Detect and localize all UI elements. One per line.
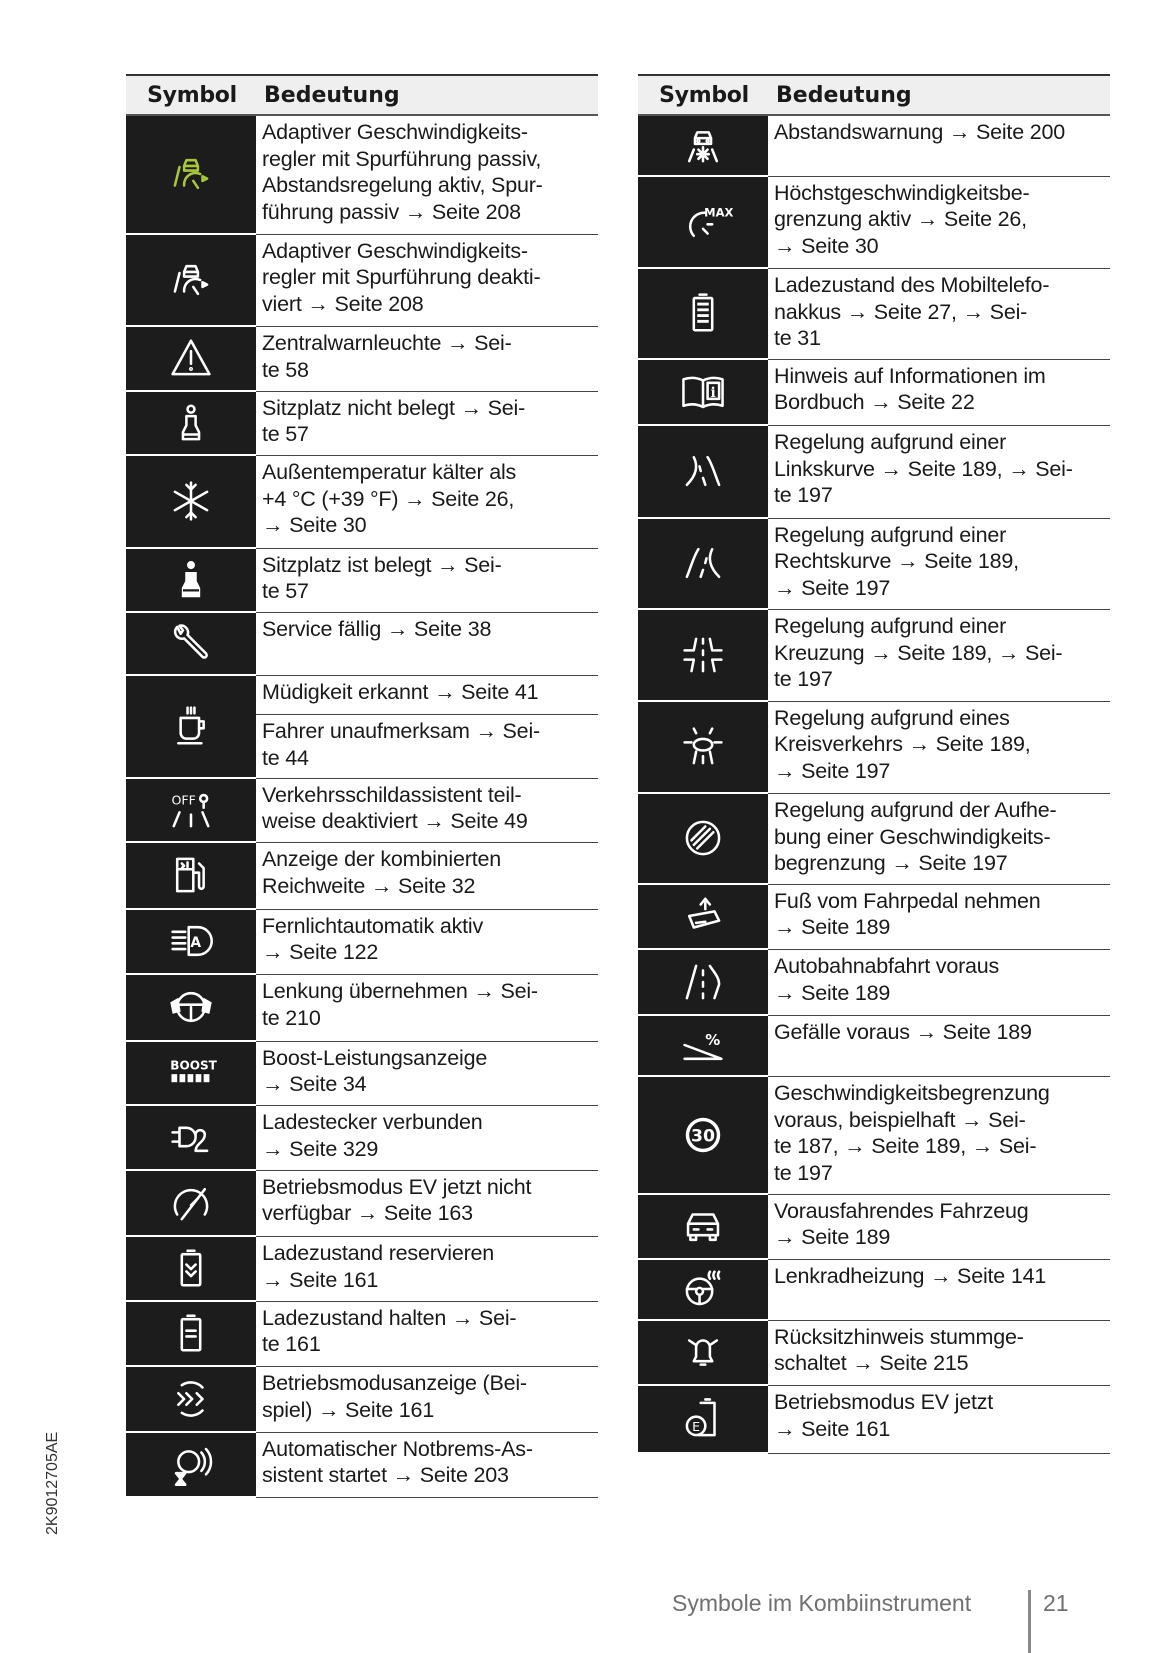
- symbol-cell: [126, 392, 256, 457]
- symbol-cell: [638, 116, 768, 177]
- symbol-cell: [126, 1302, 256, 1368]
- table-row: [126, 327, 598, 392]
- table-row: [126, 1367, 598, 1433]
- table-row: [638, 1077, 1110, 1195]
- distance-warning-icon: [680, 122, 726, 168]
- meaning-cell: [256, 392, 598, 457]
- symbol-cell: [638, 794, 768, 885]
- symbol-cell: [126, 779, 256, 844]
- ev-now-icon: [680, 1396, 726, 1442]
- seat-occupied-icon: [168, 557, 214, 603]
- symbol-cell: [126, 613, 256, 676]
- svg-text:A: A: [190, 935, 202, 951]
- symbol-cell: [126, 235, 256, 328]
- acc-lane-passive-icon: [168, 151, 214, 197]
- meaning-text: Abstandswarnung → Seite 200: [768, 116, 1110, 177]
- table-row: [638, 360, 1110, 427]
- svg-text:%: %: [705, 1031, 721, 1050]
- footer-divider: [1028, 1590, 1031, 1653]
- seat-empty-icon: [168, 400, 214, 446]
- meaning-text: Betriebsmodus EV jetzt → Seite 161: [768, 1386, 1110, 1454]
- symbol-cell: [638, 360, 768, 427]
- footer-section-title: Symbole im Kombiinstrument: [672, 1590, 972, 1616]
- svg-text:30: 30: [690, 1126, 716, 1147]
- svg-text:MAX: MAX: [704, 205, 734, 219]
- table-header: [126, 74, 598, 116]
- symbol-cell: [126, 1106, 256, 1171]
- table-row: [638, 702, 1110, 795]
- meaning-text: Autobahnabfahrt voraus → Seite 189: [768, 950, 1110, 1016]
- max-speed-icon: [680, 199, 734, 245]
- downhill-icon: [680, 1022, 726, 1068]
- meaning-text: Rücksitzhinweis stummge- schaltet → Seite 215: [768, 1321, 1110, 1387]
- table-row: [638, 1321, 1110, 1387]
- document-id: 2K9012705AE: [44, 1431, 61, 1535]
- symbol-cell: [638, 426, 768, 519]
- meaning-text: Betriebsmodus EV jetzt nicht verfügbar → Seite 163: [256, 1171, 598, 1238]
- symbol-cell: [126, 116, 256, 235]
- symbol-cell: [638, 1077, 768, 1195]
- svg-text:i: i: [710, 384, 716, 401]
- meaning-text: Adaptiver Geschwindigkeits- regler mit Spurführung passiv, Abstandsregelung aktiv, Spur- führung passiv → Seite 208: [256, 116, 598, 235]
- battery-hold-icon: [168, 1310, 214, 1356]
- symbol-cell: [126, 1433, 256, 1499]
- table-row: [638, 1016, 1110, 1078]
- meaning-text: Außentemperatur kälter als +4 °C (+39 °F) → Seite 26, → Seite 30: [256, 456, 598, 549]
- warning-triangle-icon: [168, 335, 214, 381]
- meaning-cell: [256, 975, 598, 1042]
- svg-text:E: E: [692, 1418, 701, 1434]
- meaning-text: Zentralwarnleuchte → Sei- te 58: [256, 327, 598, 392]
- table-body: [638, 116, 1110, 1454]
- symbol-table-left: [126, 74, 598, 1498]
- symbol-cell: [126, 549, 256, 614]
- meaning-text: Automatischer Notbrems-As- sistent startet → Seite 203: [256, 1433, 598, 1499]
- snowflake-icon: [168, 478, 214, 524]
- table-row: [638, 426, 1110, 519]
- meaning-cell: [256, 1171, 598, 1238]
- meaning-cell: [768, 360, 1110, 427]
- table-row: [126, 1106, 598, 1171]
- meaning-text: Verkehrsschildassistent teil- weise deaktiviert → Seite 49: [256, 779, 598, 844]
- table-row: [126, 975, 598, 1042]
- charge-plug-icon: [168, 1114, 214, 1160]
- meaning-cell: [768, 116, 1110, 177]
- meaning-cell: [256, 116, 598, 235]
- meaning-text: Fernlichtautomatik aktiv → Seite 122: [256, 910, 598, 976]
- meaning-cell: [768, 885, 1110, 951]
- battery-reserve-icon: [168, 1245, 214, 1291]
- table-row: [638, 177, 1110, 270]
- symbol-cell: [126, 975, 256, 1042]
- symbol-cell: [638, 269, 768, 360]
- steering-hands-icon: [168, 984, 214, 1030]
- intersection-icon: [680, 632, 726, 678]
- end-speed-limit-icon: [680, 815, 726, 861]
- table-row: [126, 843, 598, 910]
- traffic-sign-off-icon: [168, 787, 214, 833]
- meaning-cell: [768, 519, 1110, 611]
- meaning-cell: [768, 1321, 1110, 1387]
- meaning-cell: [768, 177, 1110, 270]
- header-meaning: Bedeutung: [264, 82, 400, 108]
- meaning-cell: [768, 1077, 1110, 1195]
- table-row: [126, 1171, 598, 1238]
- symbol-cell: [126, 327, 256, 392]
- meaning-text: Sitzplatz nicht belegt → Sei- te 57: [256, 392, 598, 457]
- auto-high-beam-icon: [168, 918, 214, 964]
- meaning-cell: [768, 950, 1110, 1016]
- symbol-cell: [638, 1260, 768, 1321]
- table-row: [126, 456, 598, 549]
- header-symbol: Symbol: [147, 82, 237, 108]
- symbol-cell: [638, 1321, 768, 1387]
- meaning-cell: [256, 1042, 598, 1107]
- symbol-cell: [638, 950, 768, 1016]
- table-row: [638, 794, 1110, 885]
- meaning-text: Fuß vom Fahrpedal nehmen → Seite 189: [768, 885, 1110, 951]
- wrench-icon: [168, 620, 214, 666]
- highway-exit-icon: [680, 959, 726, 1005]
- page-number: 21: [1043, 1590, 1069, 1616]
- meaning-text: Lenkung übernehmen → Sei- te 210: [256, 975, 598, 1042]
- symbol-cell: [126, 1042, 256, 1107]
- table-row: [638, 269, 1110, 360]
- meaning-cell: [256, 676, 598, 779]
- coffee-cup-icon: [168, 703, 214, 749]
- table-body: [126, 116, 598, 1498]
- table-row: [638, 116, 1110, 177]
- symbol-cell: [638, 1016, 768, 1078]
- curve-right-icon: [680, 540, 726, 586]
- meaning-cell: [256, 779, 598, 844]
- info-book-icon: [680, 369, 726, 415]
- symbol-cell: [638, 1386, 768, 1454]
- meaning-cell: [768, 610, 1110, 702]
- table-row: [126, 1302, 598, 1368]
- header-symbol: Symbol: [659, 82, 749, 108]
- table-row: [638, 885, 1110, 951]
- symbol-cell: [126, 1237, 256, 1302]
- symbol-cell: [126, 1367, 256, 1433]
- meaning-text: Regelung aufgrund der Aufhe- bung einer Geschwindigkeits- begrenzung → Seite 197: [768, 794, 1110, 885]
- symbol-table-right: [638, 74, 1110, 1454]
- meaning-text: Adaptiver Geschwindigkeits- regler mit Spurführung deakti- viert → Seite 208: [256, 235, 598, 328]
- table-row: [126, 910, 598, 976]
- rear-seat-reminder-muted-icon: [680, 1329, 726, 1375]
- meaning-text: Regelung aufgrund einer Linkskurve → Seite 189, → Sei- te 197: [768, 426, 1110, 519]
- meaning-cell: [768, 794, 1110, 885]
- svg-text:BOOST: BOOST: [170, 1058, 217, 1073]
- table-row: [126, 392, 598, 457]
- meaning-text: Anzeige der kombinierten Reichweite → Seite 32: [256, 843, 598, 910]
- table-row: [638, 519, 1110, 611]
- meaning-cell: [768, 1016, 1110, 1078]
- symbol-cell: [126, 1171, 256, 1238]
- meaning-cell: [768, 426, 1110, 519]
- meaning-text: Lenkradheizung → Seite 141: [768, 1260, 1110, 1321]
- boost-icon: [168, 1050, 217, 1096]
- table-header: [638, 74, 1110, 116]
- meaning-text: Regelung aufgrund einer Rechtskurve → Seite 189, → Seite 197: [768, 519, 1110, 611]
- symbol-cell: [126, 456, 256, 549]
- table-row: [126, 549, 598, 614]
- meaning-text: Boost-Leistungsanzeige → Seite 34: [256, 1042, 598, 1107]
- meaning-cell: [256, 1367, 598, 1433]
- symbol-cell: [638, 610, 768, 702]
- svg-text:OFF: OFF: [171, 792, 196, 807]
- table-row: [638, 1260, 1110, 1321]
- foot-off-pedal-icon: [680, 893, 726, 939]
- meaning-cell: [256, 1106, 598, 1171]
- meaning-text: Gefälle voraus → Seite 189: [768, 1016, 1110, 1078]
- meaning-text: Ladezustand des Mobiltelefo- nakkus → Seite 27, → Sei- te 31: [768, 269, 1110, 360]
- meaning-text: Fahrer unaufmerksam → Sei- te 44: [256, 715, 598, 779]
- meaning-text: Ladezustand halten → Sei- te 161: [256, 1302, 598, 1368]
- table-row: [638, 1386, 1110, 1454]
- symbol-cell: [638, 177, 768, 270]
- auto-emergency-brake-icon: [168, 1441, 214, 1487]
- speed-limit-30-icon: [680, 1112, 726, 1158]
- meaning-text: Vorausfahrendes Fahrzeug → Seite 189: [768, 1195, 1110, 1261]
- symbol-cell: [638, 885, 768, 951]
- meaning-cell: [256, 549, 598, 614]
- curve-left-icon: [680, 448, 726, 494]
- meaning-cell: [768, 1260, 1110, 1321]
- table-row: [126, 779, 598, 844]
- symbol-cell: [638, 1195, 768, 1261]
- meaning-cell: [256, 910, 598, 976]
- meaning-cell: [256, 613, 598, 676]
- meaning-cell: [256, 1433, 598, 1499]
- meaning-text: Regelung aufgrund eines Kreisverkehrs → Seite 189, → Seite 197: [768, 702, 1110, 795]
- car-ahead-icon: [680, 1203, 726, 1249]
- meaning-cell: [256, 1237, 598, 1302]
- meaning-cell: [768, 702, 1110, 795]
- meaning-cell: [256, 235, 598, 328]
- meaning-cell: [256, 327, 598, 392]
- meaning-cell: [768, 1195, 1110, 1261]
- table-row: [126, 116, 598, 235]
- symbol-cell: [126, 843, 256, 910]
- table-row: [638, 1195, 1110, 1261]
- meaning-cell: [256, 1302, 598, 1368]
- meaning-cell: [256, 843, 598, 910]
- meaning-text: Hinweis auf Informationen im Bordbuch → Seite 22: [768, 360, 1110, 427]
- table-row: [126, 235, 598, 328]
- symbol-cell: [638, 702, 768, 795]
- meaning-cell: [768, 269, 1110, 360]
- symbol-cell: [126, 910, 256, 976]
- symbol-cell: [126, 676, 256, 779]
- meaning-text: Regelung aufgrund einer Kreuzung → Seite 189, → Sei- te 197: [768, 610, 1110, 702]
- meaning-text: Sitzplatz ist belegt → Sei- te 57: [256, 549, 598, 614]
- meaning-text: Müdigkeit erkannt → Seite 41: [256, 676, 598, 716]
- roundabout-icon: [680, 724, 726, 770]
- symbol-cell: [638, 519, 768, 611]
- ev-unavailable-icon: [168, 1180, 214, 1226]
- phone-battery-icon: [680, 290, 726, 336]
- table-row: [638, 950, 1110, 1016]
- meaning-text: Ladezustand reservieren → Seite 161: [256, 1237, 598, 1302]
- header-meaning: Bedeutung: [776, 82, 912, 108]
- table-row: [126, 1237, 598, 1302]
- table-row: [126, 676, 598, 779]
- table-row: [126, 613, 598, 676]
- drive-mode-icon: [168, 1376, 214, 1422]
- meaning-text: Höchstgeschwindigkeitsbe- grenzung aktiv → Seite 26, → Seite 30: [768, 177, 1110, 270]
- meaning-text: Betriebsmodusanzeige (Bei- spiel) → Seite 161: [256, 1367, 598, 1433]
- table-row: [126, 1042, 598, 1107]
- meaning-cell: [768, 1386, 1110, 1454]
- meaning-cell: [256, 456, 598, 549]
- meaning-text: Service fällig → Seite 38: [256, 613, 598, 676]
- table-row: [638, 610, 1110, 702]
- meaning-text: Geschwindigkeitsbegrenzung voraus, beispielhaft → Sei- te 187, → Seite 189, → Sei- te 197: [768, 1077, 1110, 1195]
- steering-heat-icon: [680, 1266, 726, 1312]
- acc-lane-off-icon: [168, 257, 214, 303]
- table-row: [126, 1433, 598, 1499]
- meaning-text: Ladestecker verbunden → Seite 329: [256, 1106, 598, 1171]
- combined-range-icon: [168, 852, 214, 898]
